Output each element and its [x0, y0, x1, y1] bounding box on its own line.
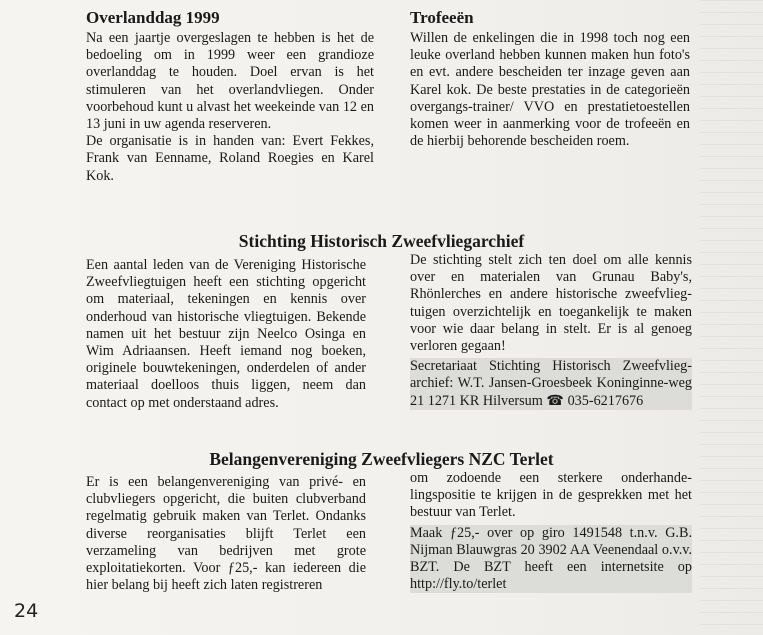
archief-left-column — [86, 257, 366, 412]
terlet-right-paragraph: om zodoende een sterkere onderhande-lingspositie te krijgen in de gesprekken met het bestuur van Terlet. — [410, 470, 692, 521]
archief-left-paragraph: Een aantal leden van de Vereniging Historische Zweefvliegtuigen heeft een stichting opgericht om materiaal, tekeningen en kennis over onderhoud van historische vliegtuigen. Bekende namen uit het bestuur zijn Neelco Osinga en Wim Adriaansen. Heeft iemand nog boeken, originele bouwtekeningen, onderdelen of ander materiaal doelloos thuis liggen, neem dan contact op met onderstaand adres. — [86, 257, 366, 411]
terlet-left-paragraph: Er is een belangenvereniging van privé- en clubvliegers opgericht, die buiten clubverband regelmatig gebruik maken van Terlet. Ondanks diverse reorganisaties blijft Terlet een verzameling van bedrijven met grote exploitatiekorten. Voor ƒ25,- kan iedereen die hier belang bij heeft zich laten registreren — [86, 474, 366, 594]
archief-secretariaat: Secretariaat Stichting Historisch Zweefvlieg-archief: W.T. Jansen-Groesbeek Koninginne-weg 21 1271 KR Hilversum ☎ 035-6217676 — [410, 358, 692, 409]
overlanddag-paragraph-2: De organisatie is in handen van: Evert Fekkes, Frank van Eenname, Roland Roegies en Karel Kok. — [86, 133, 374, 184]
archief-right-paragraph: De stichting stelt zich ten doel om alle kennis over en materialen van Grunau Baby's, Rhönlerches en andere historische zweefvlieg-tuigen overzichtelijk en toegankelijk te maken voor wie daar belang in stelt. Er is al genoeg verloren gegaan! — [410, 252, 692, 355]
trofeeen-section — [410, 8, 690, 150]
terlet-right-column — [410, 470, 692, 593]
archief-right-column — [410, 252, 692, 410]
terlet-title: Belangenvereniging Zweefvliegers NZC Terlet — [209, 449, 554, 469]
trofeeen-title: Trofeeën — [410, 8, 474, 27]
overlanddag-title: Overlanddag 1999 — [86, 8, 220, 27]
overlanddag-section — [86, 8, 374, 185]
terlet-payment-info: Maak ƒ25,- over op giro 1491548 t.n.v. G.B. Nijman Blauwgras 20 3902 AA Veenendaal o.v.v. BZT. De BZT heeft een internetsite op http://fly.to/terlet — [410, 524, 692, 593]
archief-title: Stichting Historisch Zweefvliegarchief — [238, 231, 525, 251]
bleed-through-texture — [700, 0, 763, 635]
terlet-left-column — [86, 474, 366, 594]
page-number: 24 — [14, 600, 39, 622]
trofeeen-paragraph: Willen de enkelingen die in 1998 toch nog een leuke overland hebben kunnen maken hun foto's en evt. andere bescheiden ter inzage geven aan Karel kok. De beste prestaties in de categorieën overgangs-trainer/ VVO en prestatietoestellen komen weer in aanmerking voor de trofeeën en de hierbij behorende bescheiden roem. — [410, 30, 690, 150]
overlanddag-paragraph-1: Na een jaartje overgeslagen te hebben is het de bedoeling om in 1999 weer een grandioze overlanddag te houden. Doel ervan is het stimuleren van het overlandvliegen. Onder voorbehoud kunt u alvast het weekeinde van 12 en 13 juni in uw agenda reserveren. — [86, 30, 374, 133]
